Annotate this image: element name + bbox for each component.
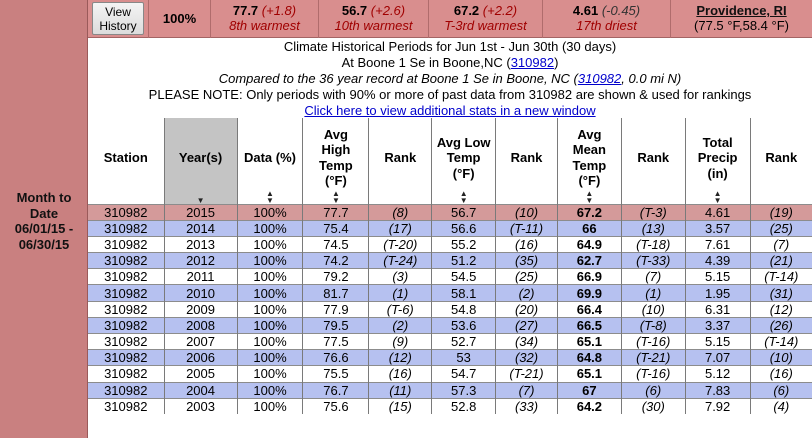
cell-avg-mean: 65.1 — [557, 334, 621, 350]
cell-station: 310982 — [88, 301, 164, 317]
col-high-rank[interactable] — [369, 118, 432, 204]
cell-mean-rank: (1) — [621, 285, 685, 301]
cell-station: 310982 — [88, 334, 164, 350]
cell-avg-high: 75.4 — [303, 220, 369, 236]
summary-location — [671, 0, 812, 38]
col-label-line: Total — [702, 134, 733, 150]
comparison-station-link[interactable]: 310982 — [577, 71, 622, 86]
cell-high-rank: (T-24) — [369, 253, 432, 269]
cell-data-pct: 100% — [237, 366, 303, 382]
cell-low-rank: (32) — [496, 350, 558, 366]
cell-avg-mean: 69.9 — [557, 285, 621, 301]
cell-year: 2009 — [164, 301, 237, 317]
cell-precip: 4.39 — [685, 253, 750, 269]
col-rank-label: Rank — [510, 150, 543, 165]
cell-station: 310982 — [88, 220, 164, 236]
cell-avg-high: 75.6 — [303, 398, 369, 414]
comparison-line — [88, 71, 812, 87]
table-row — [88, 285, 812, 301]
cell-precip-rank: (16) — [750, 366, 812, 382]
cell-avg-mean: 64.2 — [557, 398, 621, 414]
cell-year: 2012 — [164, 253, 237, 269]
cell-avg-high: 74.5 — [303, 236, 369, 252]
cell-year: 2014 — [164, 220, 237, 236]
cell-precip: 5.15 — [685, 334, 750, 350]
cell-station: 310982 — [88, 398, 164, 414]
cell-high-rank: (16) — [369, 366, 432, 382]
view-history-button[interactable] — [92, 2, 144, 35]
cell-station: 310982 — [88, 382, 164, 398]
cell-low-rank: (T-21) — [496, 366, 558, 382]
table-header-row — [88, 118, 812, 204]
summary-high-rank: 8th warmest — [229, 18, 300, 33]
cell-avg-mean: 66 — [557, 220, 621, 236]
cell-avg-high: 79.5 — [303, 317, 369, 333]
cell-low-rank: (34) — [496, 334, 558, 350]
cell-avg-mean: 62.7 — [557, 253, 621, 269]
col-data-pct[interactable] — [237, 118, 303, 204]
col-total-precip[interactable] — [685, 118, 750, 204]
view-history-label: History — [99, 18, 137, 33]
station-id-link[interactable]: 310982 — [510, 55, 555, 70]
cell-avg-low: 54.7 — [432, 366, 496, 382]
period-label-line: Month to — [16, 190, 72, 205]
cell-station: 310982 — [88, 269, 164, 285]
cell-station: 310982 — [88, 317, 164, 333]
cell-precip: 6.31 — [685, 301, 750, 317]
cell-mean-rank: (10) — [621, 301, 685, 317]
summary-high-value: 77.7 — [232, 3, 259, 18]
cell-high-rank: (9) — [369, 334, 432, 350]
view-history-cell — [88, 0, 149, 38]
summary-precip — [543, 0, 671, 38]
cell-high-rank: (12) — [369, 350, 432, 366]
cell-avg-high: 76.7 — [303, 382, 369, 398]
cell-data-pct: 100% — [237, 334, 303, 350]
sort-icon: ▲ ▼ — [713, 188, 722, 205]
cell-year: 2010 — [164, 285, 237, 301]
summary-low-value: 56.7 — [341, 3, 368, 18]
period-date-end: 06/30/15 — [18, 236, 70, 252]
table-row — [88, 204, 812, 220]
cell-avg-low: 58.1 — [432, 285, 496, 301]
cell-precip-rank: (31) — [750, 285, 812, 301]
summary-low-rank: 10th warmest — [334, 18, 413, 33]
col-year-label: Year(s) — [178, 150, 223, 165]
summary-high — [211, 0, 319, 38]
cell-avg-mean: 67 — [557, 382, 621, 398]
location-link[interactable]: Providence, RI — [696, 3, 787, 18]
col-label-line: Temp — [446, 150, 481, 165]
summary-low — [319, 0, 429, 38]
cell-avg-high: 81.7 — [303, 285, 369, 301]
col-data-label: Data (%) — [243, 150, 296, 165]
table-row — [88, 236, 812, 252]
cell-year: 2006 — [164, 350, 237, 366]
cell-year: 2013 — [164, 236, 237, 252]
cell-low-rank: (20) — [496, 301, 558, 317]
cell-mean-rank: (T-3) — [621, 204, 685, 220]
col-precip-rank[interactable] — [750, 118, 812, 204]
report-title: Climate Historical Periods for Jun 1st - Jun 30th (30 days) — [283, 39, 617, 54]
cell-precip: 7.92 — [685, 398, 750, 414]
cell-mean-rank: (30) — [621, 398, 685, 414]
cell-mean-rank: (T-8) — [621, 317, 685, 333]
cell-high-rank: (3) — [369, 269, 432, 285]
cell-high-rank: (15) — [369, 398, 432, 414]
col-rank-label: Rank — [637, 150, 670, 165]
cell-avg-high: 74.2 — [303, 253, 369, 269]
cell-avg-mean: 66.5 — [557, 317, 621, 333]
summary-low-delta: (+2.6) — [370, 3, 406, 18]
table-row — [88, 382, 812, 398]
col-avg-mean[interactable] — [557, 118, 621, 204]
view-history-label: View — [105, 4, 131, 19]
table-row — [88, 398, 812, 414]
table-row — [88, 220, 812, 236]
col-rank-label: Rank — [384, 150, 417, 165]
col-label-line: (°F) — [325, 173, 347, 189]
cell-precip: 3.37 — [685, 317, 750, 333]
cell-year: 2011 — [164, 269, 237, 285]
sort-icon: ▲ ▼ — [585, 188, 594, 205]
cell-high-rank: (T-20) — [369, 236, 432, 252]
station-text: At Boone 1 Se in Boone,NC ( — [341, 55, 511, 70]
cell-avg-mean: 67.2 — [557, 204, 621, 220]
cell-precip-rank: (26) — [750, 317, 812, 333]
col-label-line: (°F) — [452, 165, 475, 181]
period-date-start: 06/01/15 - — [14, 221, 74, 236]
cell-high-rank: (17) — [369, 220, 432, 236]
summary-mean-rank: T-3rd warmest — [444, 18, 527, 33]
col-station-label: Station — [103, 150, 148, 165]
cell-mean-rank: (T-21) — [621, 350, 685, 366]
comparison-text: Compared to the 36 year record at Boone 1 Se in Boone, NC ( — [218, 71, 578, 86]
sort-desc-icon: ▼ — [196, 195, 205, 205]
cell-year: 2004 — [164, 382, 237, 398]
cell-low-rank: (T-11) — [496, 220, 558, 236]
cell-precip: 7.07 — [685, 350, 750, 366]
cell-low-rank: (2) — [496, 285, 558, 301]
col-label-line: Avg — [577, 126, 602, 142]
cell-low-rank: (10) — [496, 204, 558, 220]
cell-high-rank: (11) — [369, 382, 432, 398]
cell-avg-high: 76.6 — [303, 350, 369, 366]
cell-year: 2015 — [164, 204, 237, 220]
cell-precip-rank: (19) — [750, 204, 812, 220]
cell-mean-rank: (6) — [621, 382, 685, 398]
cell-precip-rank: (6) — [750, 382, 812, 398]
cell-year: 2007 — [164, 334, 237, 350]
cell-precip-rank: (4) — [750, 398, 812, 414]
period-label-line: Date — [29, 205, 59, 221]
cell-data-pct: 100% — [237, 350, 303, 366]
cell-high-rank: (T-6) — [369, 301, 432, 317]
cell-avg-low: 54.5 — [432, 269, 496, 285]
cell-high-rank: (1) — [369, 285, 432, 301]
cell-data-pct: 100% — [237, 285, 303, 301]
cell-high-rank: (2) — [369, 317, 432, 333]
data-note: PLEASE NOTE: Only periods with 90% or more of past data from 310982 are shown & used for rankings — [148, 87, 752, 102]
cell-precip: 5.12 — [685, 366, 750, 382]
cell-station: 310982 — [88, 204, 164, 220]
summary-precip-delta: (-0.45) — [601, 3, 641, 18]
cell-station: 310982 — [88, 253, 164, 269]
summary-precip-rank: 17th driest — [576, 18, 637, 33]
cell-avg-low: 52.7 — [432, 334, 496, 350]
cell-avg-high: 75.5 — [303, 366, 369, 382]
cell-precip-rank: (T-14) — [750, 334, 812, 350]
col-label-line: Mean — [572, 142, 606, 158]
cell-data-pct: 100% — [237, 253, 303, 269]
summary-high-delta: (+1.8) — [261, 3, 297, 18]
cell-mean-rank: (T-16) — [621, 366, 685, 382]
table-row — [88, 350, 812, 366]
col-rank-label: Rank — [765, 150, 798, 165]
cell-data-pct: 100% — [237, 220, 303, 236]
cell-precip: 5.15 — [685, 269, 750, 285]
cell-year: 2008 — [164, 317, 237, 333]
summary-mean-delta: (+2.2) — [482, 3, 518, 18]
cell-mean-rank: (T-18) — [621, 236, 685, 252]
cell-avg-high: 77.7 — [303, 204, 369, 220]
station-line — [88, 55, 812, 71]
col-station[interactable] — [88, 118, 164, 204]
table-row — [88, 317, 812, 333]
additional-stats-link[interactable]: Click here to view additional stats in a new window — [304, 103, 596, 118]
table-row — [88, 301, 812, 317]
summary-mean-value: 67.2 — [453, 3, 480, 18]
station-text: ) — [554, 55, 559, 70]
cell-precip: 7.83 — [685, 382, 750, 398]
cell-low-rank: (16) — [496, 236, 558, 252]
cell-avg-low: 56.6 — [432, 220, 496, 236]
cell-data-pct: 100% — [237, 236, 303, 252]
cell-precip-rank: (25) — [750, 220, 812, 236]
col-label-line: Precip — [697, 150, 738, 165]
summary-mean — [429, 0, 543, 38]
col-label-line: (in) — [707, 165, 728, 181]
cell-avg-low: 53 — [432, 350, 496, 366]
cell-year: 2003 — [164, 398, 237, 414]
table-row — [88, 269, 812, 285]
cell-avg-low: 51.2 — [432, 253, 496, 269]
col-avg-low[interactable] — [432, 118, 496, 204]
report-header — [88, 38, 812, 118]
cell-data-pct: 100% — [237, 398, 303, 414]
cell-year: 2005 — [164, 366, 237, 382]
cell-precip-rank: (12) — [750, 301, 812, 317]
cell-data-pct: 100% — [237, 317, 303, 333]
climate-table — [88, 118, 812, 414]
cell-precip: 4.61 — [685, 204, 750, 220]
cell-avg-low: 57.3 — [432, 382, 496, 398]
cell-high-rank: (8) — [369, 204, 432, 220]
period-label — [0, 190, 88, 252]
cell-mean-rank: (T-33) — [621, 253, 685, 269]
cell-avg-high: 77.5 — [303, 334, 369, 350]
col-label-line: (°F) — [578, 173, 601, 189]
cell-low-rank: (27) — [496, 317, 558, 333]
cell-low-rank: (33) — [496, 398, 558, 414]
col-mean-rank[interactable] — [621, 118, 685, 204]
col-label-line: Temp — [572, 157, 607, 173]
cell-avg-high: 79.2 — [303, 269, 369, 285]
cell-low-rank: (35) — [496, 253, 558, 269]
table-row — [88, 253, 812, 269]
cell-precip-rank: (10) — [750, 350, 812, 366]
cell-data-pct: 100% — [237, 204, 303, 220]
col-label-line: High — [321, 142, 351, 158]
cell-mean-rank: (T-16) — [621, 334, 685, 350]
table-row — [88, 366, 812, 382]
col-label-line: Avg Low — [436, 134, 491, 150]
cell-avg-mean: 64.8 — [557, 350, 621, 366]
summary-bar — [88, 0, 812, 38]
cell-mean-rank: (13) — [621, 220, 685, 236]
cell-station: 310982 — [88, 236, 164, 252]
col-low-rank[interactable] — [496, 118, 558, 204]
summary-data-pct: 100% — [149, 0, 211, 38]
cell-avg-low: 55.2 — [432, 236, 496, 252]
cell-avg-mean: 66.4 — [557, 301, 621, 317]
cell-low-rank: (25) — [496, 269, 558, 285]
cell-station: 310982 — [88, 350, 164, 366]
summary-precip-value: 4.61 — [572, 3, 599, 18]
cell-avg-mean: 64.9 — [557, 236, 621, 252]
cell-precip: 1.95 — [685, 285, 750, 301]
cell-avg-low: 53.6 — [432, 317, 496, 333]
cell-station: 310982 — [88, 366, 164, 382]
cell-avg-low: 52.8 — [432, 398, 496, 414]
cell-station: 310982 — [88, 285, 164, 301]
col-label-line: Temp — [319, 157, 353, 173]
cell-precip-rank: (21) — [750, 253, 812, 269]
sort-icon: ▲ ▼ — [266, 188, 274, 205]
period-sidebar — [0, 0, 88, 438]
sort-icon: ▲ ▼ — [459, 188, 468, 205]
col-label-line: Avg — [323, 126, 348, 142]
cell-mean-rank: (7) — [621, 269, 685, 285]
cell-data-pct: 100% — [237, 269, 303, 285]
comparison-text: , 0.0 mi N) — [621, 71, 682, 86]
cell-precip-rank: (7) — [750, 236, 812, 252]
cell-avg-low: 56.7 — [432, 204, 496, 220]
table-row — [88, 334, 812, 350]
cell-precip-rank: (T-14) — [750, 269, 812, 285]
location-coords: (77.5 °F,58.4 °F) — [694, 18, 789, 33]
cell-data-pct: 100% — [237, 382, 303, 398]
table-body — [88, 204, 812, 414]
cell-low-rank: (7) — [496, 382, 558, 398]
cell-precip: 3.57 — [685, 220, 750, 236]
cell-avg-high: 77.9 — [303, 301, 369, 317]
cell-avg-mean: 66.9 — [557, 269, 621, 285]
col-avg-high[interactable] — [303, 118, 369, 204]
cell-precip: 7.61 — [685, 236, 750, 252]
cell-avg-mean: 65.1 — [557, 366, 621, 382]
cell-data-pct: 100% — [237, 301, 303, 317]
col-year[interactable] — [164, 118, 237, 204]
sort-icon: ▲ ▼ — [331, 188, 340, 205]
cell-avg-low: 54.8 — [432, 301, 496, 317]
